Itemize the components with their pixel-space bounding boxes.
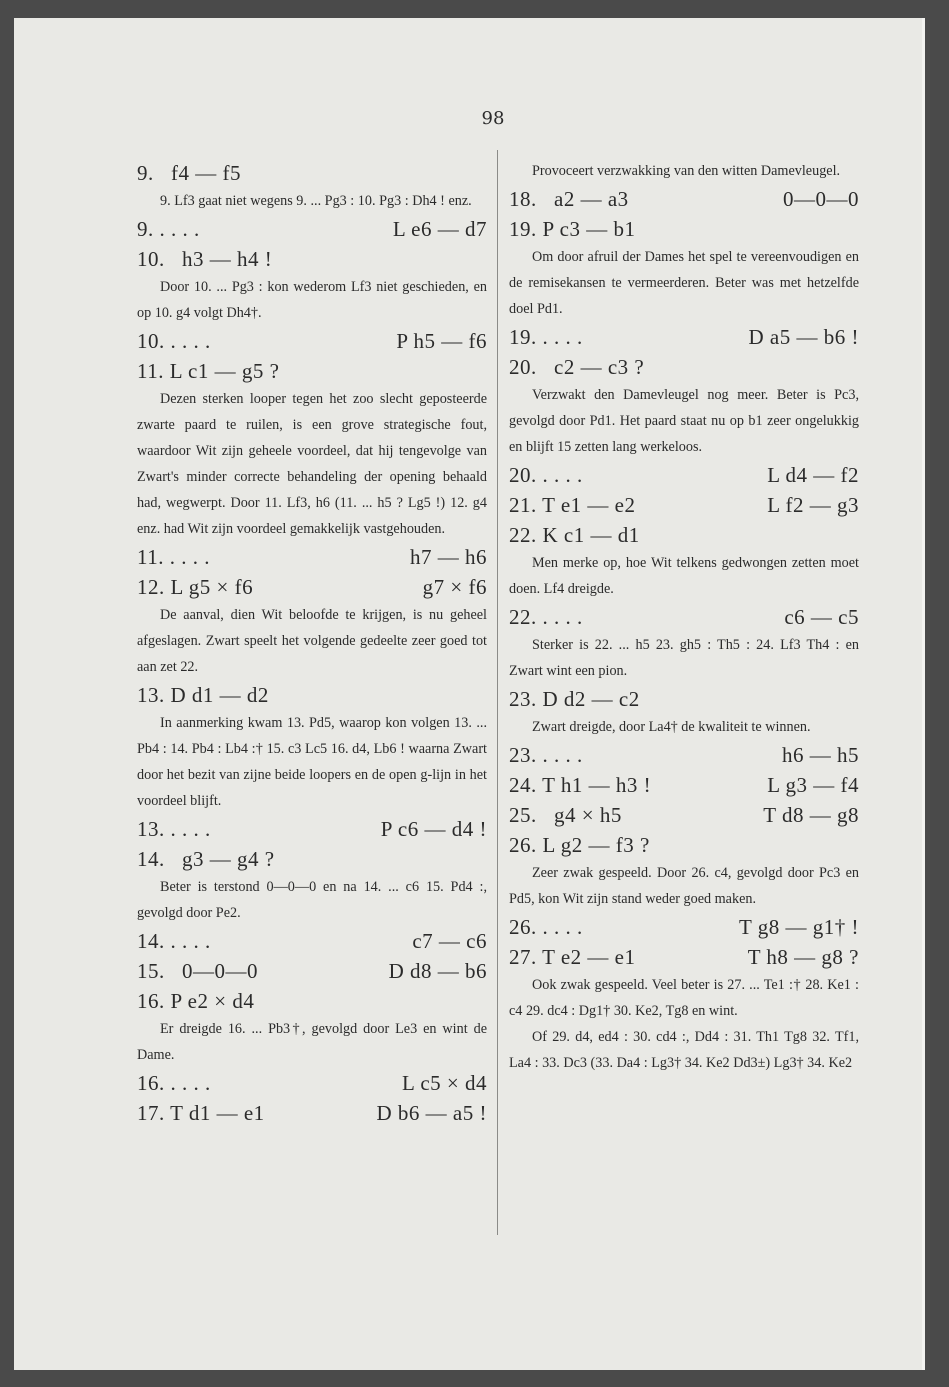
move-black: g7 × f6 bbox=[422, 575, 487, 599]
move-white: 13. D d1 — d2 bbox=[137, 683, 269, 707]
move-white: 11. . . . . bbox=[137, 545, 210, 569]
move-white: 14. g3 — g4 ? bbox=[137, 847, 275, 871]
column-divider bbox=[497, 150, 498, 1235]
move-line bbox=[137, 844, 487, 874]
move-black: D a5 — b6 ! bbox=[748, 325, 859, 349]
move-line bbox=[137, 244, 487, 274]
move-line bbox=[509, 684, 859, 714]
move-white: 16. . . . . bbox=[137, 1071, 211, 1095]
move-line bbox=[137, 572, 487, 602]
move-white: 9. . . . . bbox=[137, 217, 200, 241]
move-line bbox=[509, 352, 859, 382]
move-white: 24. T h1 — h3 ! bbox=[509, 773, 652, 797]
move-line bbox=[137, 926, 487, 956]
move-line bbox=[137, 356, 487, 386]
annotation-note: Ook zwak gespeeld. Veel beter is 27. ... Te1 :† 28. Ke1 : c4 29. dc4 : Dg1† 30. Ke2, Tg8 en wint. bbox=[509, 977, 859, 1019]
move-white: 22. . . . . bbox=[509, 605, 583, 629]
move-line bbox=[137, 158, 487, 188]
move-line bbox=[509, 830, 859, 860]
move-line bbox=[137, 326, 487, 356]
move-black: D d8 — b6 bbox=[388, 959, 487, 983]
move-line bbox=[509, 602, 859, 632]
move-white: 25. g4 × h5 bbox=[509, 803, 622, 827]
move-black: T d8 — g8 bbox=[763, 803, 859, 827]
move-line bbox=[509, 490, 859, 520]
move-line bbox=[137, 814, 487, 844]
move-white: 26. . . . . bbox=[509, 915, 583, 939]
annotation-note: Zeer zwak gespeeld. Door 26. c4, gevolgd door Pc3 en Pd5, kon Wit zijn stand weder goed maken. bbox=[509, 865, 859, 907]
move-white: 10. h3 — h4 ! bbox=[137, 247, 273, 271]
move-white: 18. a2 — a3 bbox=[509, 187, 629, 211]
move-line bbox=[509, 460, 859, 490]
move-black: P h5 — f6 bbox=[396, 329, 487, 353]
move-black: T h8 — g8 ? bbox=[747, 945, 859, 969]
annotation-note: Er dreigde 16. ... Pb3†, gevolgd door Le3 en wint de Dame. bbox=[137, 1021, 487, 1063]
move-white: 13. . . . . bbox=[137, 817, 211, 841]
move-white: 26. L g2 — f3 ? bbox=[509, 833, 650, 857]
annotation-note: Dezen sterken looper tegen het zoo slecht geposteerde zwarte paard te ruilen, is een grove strategische fout, waardoor Wit zijn geheele voordeel, dat hij tengevolge van Zwart's minder correcte behandeling der opening behaald had, wegwerpt. Door 11. Lf3, h6 (11. ... h5 ? Lg5 !) 12. g4 enz. had Wit zijn voordeel gemakkelijk vastgehouden. bbox=[137, 391, 487, 537]
move-line bbox=[509, 740, 859, 770]
move-black: L c5 × d4 bbox=[402, 1071, 487, 1095]
annotation-note: Provoceert verzwakking van den witten Damevleugel. bbox=[532, 163, 841, 179]
move-black: c6 — c5 bbox=[784, 605, 859, 629]
move-white: 22. K c1 — d1 bbox=[509, 523, 640, 547]
annotation-note: Beter is terstond 0—0—0 en na 14. ... c6 15. Pd4 :, gevolgd door Pe2. bbox=[137, 879, 487, 921]
move-line bbox=[509, 800, 859, 830]
move-black: 0—0—0 bbox=[783, 187, 859, 211]
annotation-note: In aanmerking kwam 13. Pd5, waarop kon volgen 13. ... Pb4 : 14. Pb4 : Lb4 :† 15. c3 Lc5 16. d4, Lb6 ! waarna Zwart door het bezit van zijne beide loopers en de open g-lijn in het voordeel blijft. bbox=[137, 715, 487, 809]
move-line bbox=[137, 680, 487, 710]
move-white: 23. D d2 — c2 bbox=[509, 687, 640, 711]
move-line bbox=[137, 1068, 487, 1098]
move-black: c7 — c6 bbox=[412, 929, 487, 953]
move-white: 10. . . . . bbox=[137, 329, 211, 353]
move-white: 16. P e2 × d4 bbox=[137, 989, 255, 1013]
move-line bbox=[509, 520, 859, 550]
page-number: 98 bbox=[481, 108, 505, 129]
annotation-note: 9. Lf3 gaat niet wegens 9. ... Pg3 : 10. Pg3 : Dh4 ! enz. bbox=[160, 193, 472, 209]
move-line bbox=[509, 770, 859, 800]
move-line bbox=[509, 942, 859, 972]
move-black: h6 — h5 bbox=[782, 743, 859, 767]
move-line bbox=[509, 214, 859, 244]
move-line bbox=[137, 1098, 487, 1128]
move-white: 20. c2 — c3 ? bbox=[509, 355, 645, 379]
annotation-note: Of 29. d4, ed4 : 30. cd4 :, Dd4 : 31. Th1 Tg8 32. Tf1, La4 : 33. Dc3 (33. Da4 : Lg3† 34. Ke2 Dd3±) Lg3† 34. Ke2 bbox=[509, 1029, 859, 1071]
annotation-note: Om door afruil der Dames het spel te vereenvoudigen en de remisekansen te vermeerderen. Beter was met hetzelfde doel Pd1. bbox=[509, 249, 859, 317]
annotation-note: Sterker is 22. ... h5 23. gh5 : Th5 : 24. Lf3 Th4 : en Zwart wint een pion. bbox=[509, 637, 859, 679]
move-white: 14. . . . . bbox=[137, 929, 211, 953]
move-white: 11. L c1 — g5 ? bbox=[137, 359, 280, 383]
move-line bbox=[137, 956, 487, 986]
move-black: h7 — h6 bbox=[410, 545, 487, 569]
move-line bbox=[137, 542, 487, 572]
move-line bbox=[509, 912, 859, 942]
move-white: 21. T e1 — e2 bbox=[509, 493, 636, 517]
move-line bbox=[137, 986, 487, 1016]
annotation-note: Zwart dreigde, door La4† de kwaliteit te winnen. bbox=[532, 719, 811, 735]
move-white: 12. L g5 × f6 bbox=[137, 575, 254, 599]
move-white: 27. T e2 — e1 bbox=[509, 945, 636, 969]
move-black: L d4 — f2 bbox=[767, 463, 859, 487]
page-edge bbox=[922, 18, 925, 1370]
move-white: 19. . . . . bbox=[509, 325, 583, 349]
move-white: 20. . . . . bbox=[509, 463, 583, 487]
move-black: T g8 — g1† ! bbox=[739, 915, 859, 939]
right-column bbox=[509, 158, 859, 1076]
move-black: D b6 — a5 ! bbox=[376, 1101, 487, 1125]
move-white: 15. 0—0—0 bbox=[137, 959, 258, 983]
move-line bbox=[137, 214, 487, 244]
move-white: 23. . . . . bbox=[509, 743, 583, 767]
move-black: L g3 — f4 bbox=[767, 773, 859, 797]
move-line bbox=[509, 184, 859, 214]
annotation-note: Door 10. ... Pg3 : kon wederom Lf3 niet geschieden, en op 10. g4 volgt Dh4†. bbox=[137, 279, 487, 321]
annotation-note: De aanval, dien Wit beloofde te krijgen, is nu geheel afgeslagen. Zwart speelt het volgende gedeelte zeer goed tot aan zet 22. bbox=[137, 607, 487, 675]
move-black: L f2 — g3 bbox=[767, 493, 859, 517]
move-white: 9. f4 — f5 bbox=[137, 161, 241, 185]
move-black: L e6 — d7 bbox=[392, 217, 487, 241]
annotation-note: Verzwakt den Damevleugel nog meer. Beter is Pc3, gevolgd door Pd1. Het paard staat nu op b1 zeer ongelukkig en blijft 15 zetten lang werkeloos. bbox=[509, 387, 859, 455]
left-column bbox=[137, 158, 487, 1128]
annotation-note: Men merke op, hoe Wit telkens gedwongen zetten moet doen. Lf4 dreigde. bbox=[509, 555, 859, 597]
move-black: P c6 — d4 ! bbox=[380, 817, 487, 841]
move-white: 19. P c3 — b1 bbox=[509, 217, 636, 241]
move-line bbox=[509, 322, 859, 352]
move-white: 17. T d1 — e1 bbox=[137, 1101, 265, 1125]
